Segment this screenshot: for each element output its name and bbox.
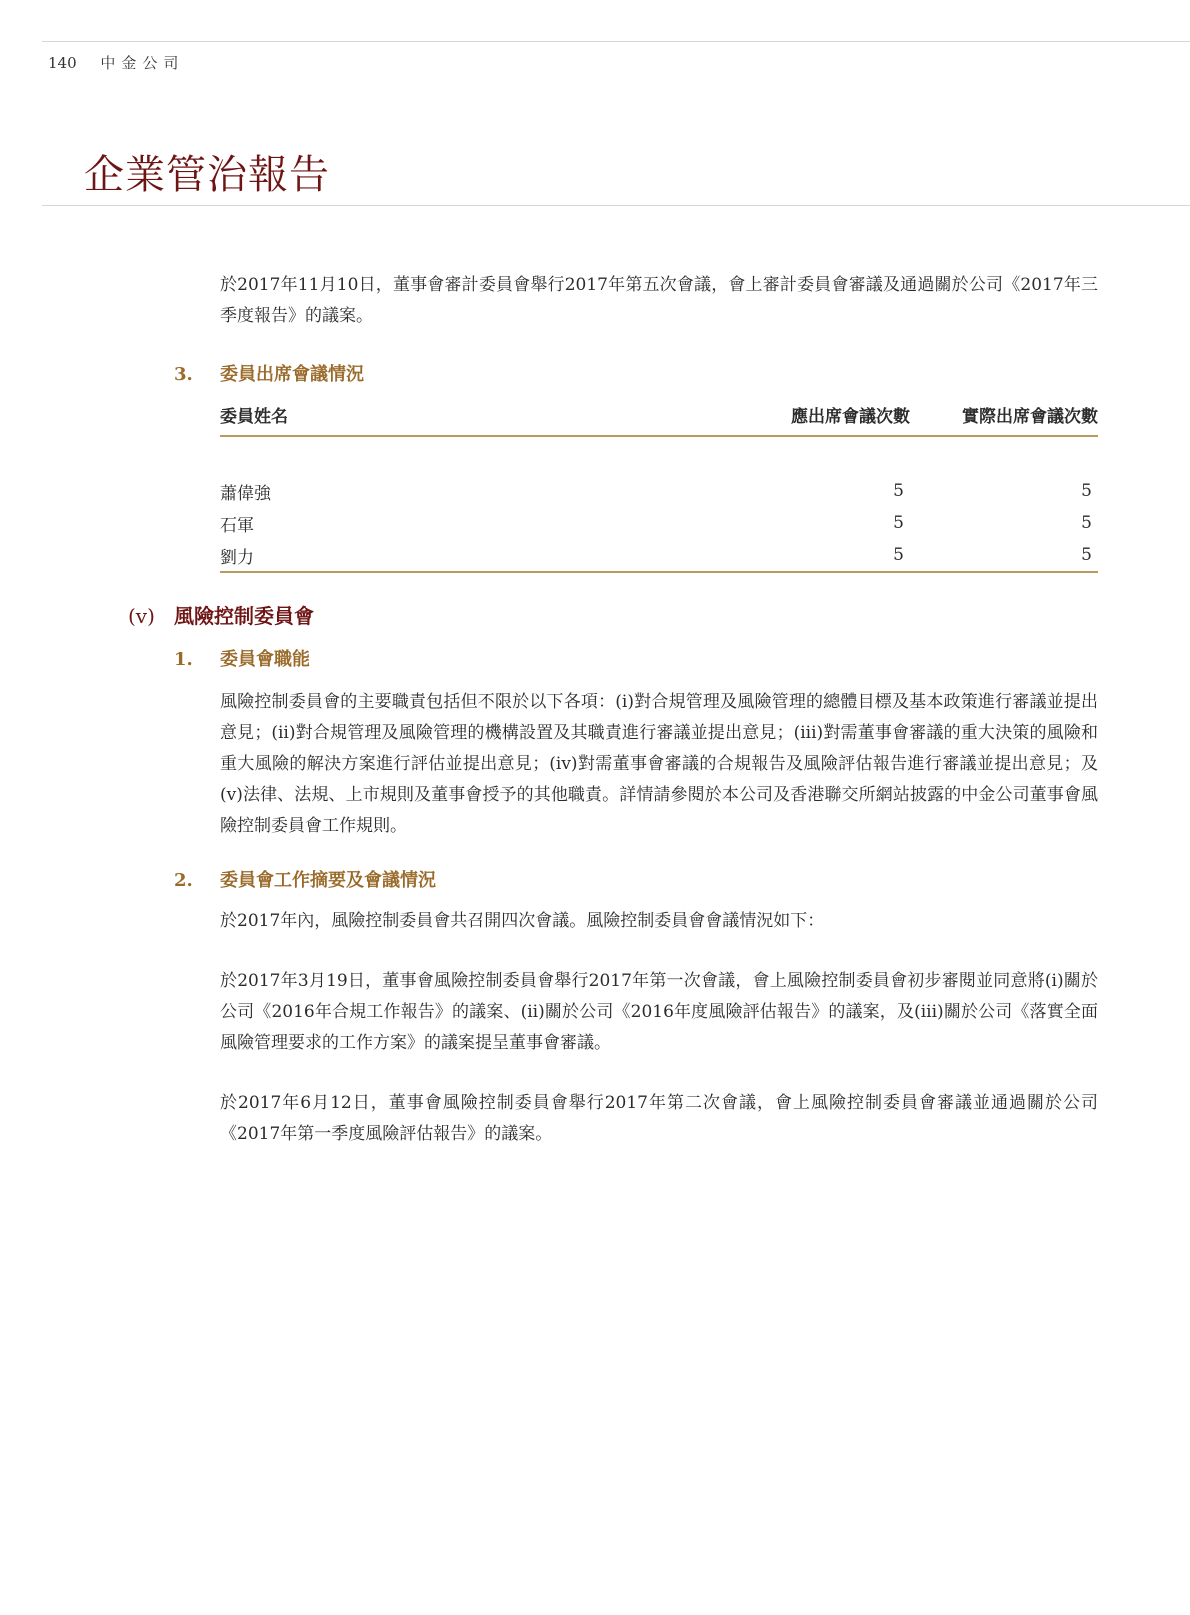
required-count: 5 [740,539,910,572]
required-count: 5 [893,481,904,501]
sub-1-number: 1. [174,649,193,670]
title-rule [42,205,1190,206]
page-number: 140 [48,54,77,72]
sub-1-heading [174,645,310,671]
header-rule [42,41,1190,42]
sub-2-heading [174,866,436,892]
actual-count: 5 [910,539,1098,572]
sub-2-number: 2. [174,870,193,891]
required-count: 5 [893,513,904,533]
sub-2-paragraph-1: 於2017年內，風險控制委員會共召開四次會議。風險控制委員會會議情況如下： [220,911,825,931]
sub-1-title: 委員會職能 [220,649,310,670]
col-header-name: 委員姓名 [220,402,740,436]
intro-paragraph: 於2017年11月10日，董事會審計委員會舉行2017年第五次會議，會上審計委員會審議及通過關於公司《2017年三季度報告》的議案。 [220,275,1098,326]
section-3-number: 3. [174,364,193,385]
col-header-actual: 實際出席會議次數 [910,402,1098,436]
sub-2-paragraph-2: 於2017年3月19日，董事會風險控制委員會舉行2017年第一次會議，會上風險控制委員會初步審閱並同意將(i)關於公司《2016年合規工作報告》的議案、(ii)關於公司《2016年度風險評估報告》的議案，及(iii)關於公司《落實全面風險管理要求的工作方案》的議案提呈董事會審議。 [220,971,1098,1053]
member-name: 石軍 [220,515,254,536]
company-name: 中金公司 [100,54,185,72]
section-3-title: 委員出席會議情況 [220,364,364,385]
section-v-number: (v) [128,604,155,628]
attendance-table [220,402,1098,573]
member-name: 蕭偉強 [220,483,271,504]
section-3-heading [174,360,364,386]
sub-2-paragraph-3: 於2017年6月12日，董事會風險控制委員會舉行2017年第二次會議，會上風險控制委員會審議並通過關於公司《2017年第一季度風險評估報告》的議案。 [220,1093,1098,1144]
page-header [48,52,184,73]
sub-1-paragraph: 風險控制委員會的主要職責包括但不限於以下各項：(i)對合規管理及風險管理的總體目標及基本政策進行審議並提出意見；(ii)對合規管理及風險管理的機構設置及其職責進行審議並提出意見；(iii)對需董事會審議的重大決策的風險和重大風險的解決方案進行評估並提出意見；(iv)對需董事會審議的合規報告及風險評估報告進行審議並提出意見；及(v)法律、法規、上市規則及董事會授予的其他職責。詳情請參閱於本公司及香港聯交所網站披露的中金公司董事會風險控制委員會工作規則。 [220,692,1098,836]
actual-count: 5 [1081,481,1092,501]
section-v-heading [128,600,314,629]
col-header-required: 應出席會議次數 [740,402,910,436]
table-row [220,475,1098,507]
sub-2-title: 委員會工作摘要及會議情況 [220,870,436,891]
member-name: 劉力 [220,539,740,572]
actual-count: 5 [1081,513,1092,533]
page-title: 企業管治報告 [84,152,330,198]
table-row [220,539,1098,572]
section-v-title: 風險控制委員會 [174,604,314,628]
table-row [220,507,1098,539]
table-header-row [220,402,1098,436]
